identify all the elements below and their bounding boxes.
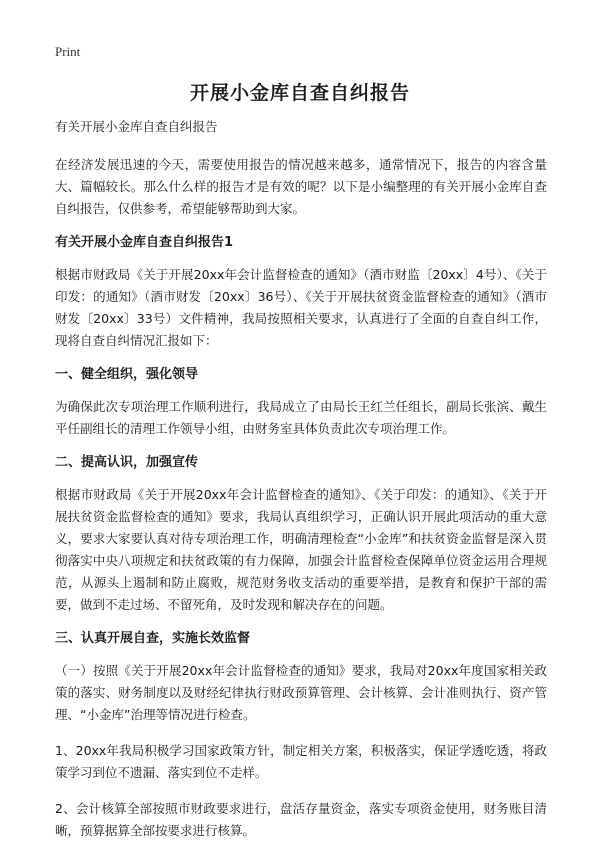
section-3-heading: 三、认真开展自查，实施长效监督 bbox=[55, 631, 251, 646]
intro-paragraph: 在经济发展迅速的今天，需要使用报告的情况越来越多，通常情况下，报告的内容含量大、篇幅较长。那么什么样的报告才是有效的呢？以下是小编整理的有关开展小金库自查自纠报告，仅供参考，希望能够帮助到大家。 bbox=[55, 157, 547, 216]
document-subtitle: 有关开展小金库自查自纠报告 bbox=[55, 119, 218, 134]
report-heading: 有关开展小金库自查自纠报告1 bbox=[55, 235, 234, 250]
section-2-paragraph: 根据市财政局《关于开展20xx年会计监督检查的通知》、《关于印发：的通知》、《关于开展扶贫资金监督检查的通知》要求，我局认真组织学习，正确认识开展此项活动的重大意义，要求大家要认真对待专项治理工作，明确清理检查“小金库”和扶贫资金监督是深入贯彻落实中央八项规定和扶贫政策的有力保障，加强会计监督检查保障单位资金运用合理规范，从源头上遏制和防止腐败，规范财务收支活动的重要举措，是教育和保护干部的需要，做到不走过场、不留死角，及时发现和解决存在的问题。 bbox=[55, 487, 547, 612]
section-3-paragraph-1: （一）按照《关于开展20xx年会计监督检查的通知》要求，我局对20xx年度国家相关政策的落实、财务制度以及财经纪律执行财政预算管理、会计核算、会计准则执行、资产管理、“小金库”治理等情况进行检查。 bbox=[55, 663, 547, 722]
print-link[interactable]: Print bbox=[55, 44, 81, 59]
report-paragraph: 根据市财政局《关于开展20xx年会计监督检查的通知》（酒市财监〔20xx〕4号）、《关于印发：的通知》（酒市财发〔20xx〕36号）、《关于开展扶贫资金监督检查的通知》（酒市财发〔20xx〕33号）文件精神，我局按照相关要求，认真进行了全面的自查自纠工作，现将自查自纠情况汇报如下： bbox=[55, 267, 547, 348]
document-body bbox=[55, 118, 547, 856]
section-1-heading: 一、健全组织，强化领导 bbox=[55, 367, 199, 382]
section-2-heading: 二、提高认识，加强宣传 bbox=[55, 455, 199, 470]
document-title: 开展小金库自查自纠报告 bbox=[189, 82, 410, 104]
section-1-paragraph: 为确保此次专项治理工作顺利进行，我局成立了由局长王红兰任组长，副局长张滨、戴生平任副组长的清理工作领导小组，由财务室具体负责此次专项治理工作。 bbox=[55, 399, 547, 436]
section-3-paragraph-3: 2、会计核算全部按照市财政要求进行，盘活存量资金，落实专项资金使用，财务账目清晰，预算据算全部按要求进行核算。 bbox=[55, 801, 547, 838]
section-3-paragraph-2: 1、20xx年我局积极学习国家政策方针，制定相关方案，积极落实，保证学透吃透，将政策学习到位不遗漏、落实到位不走样。 bbox=[55, 743, 547, 780]
